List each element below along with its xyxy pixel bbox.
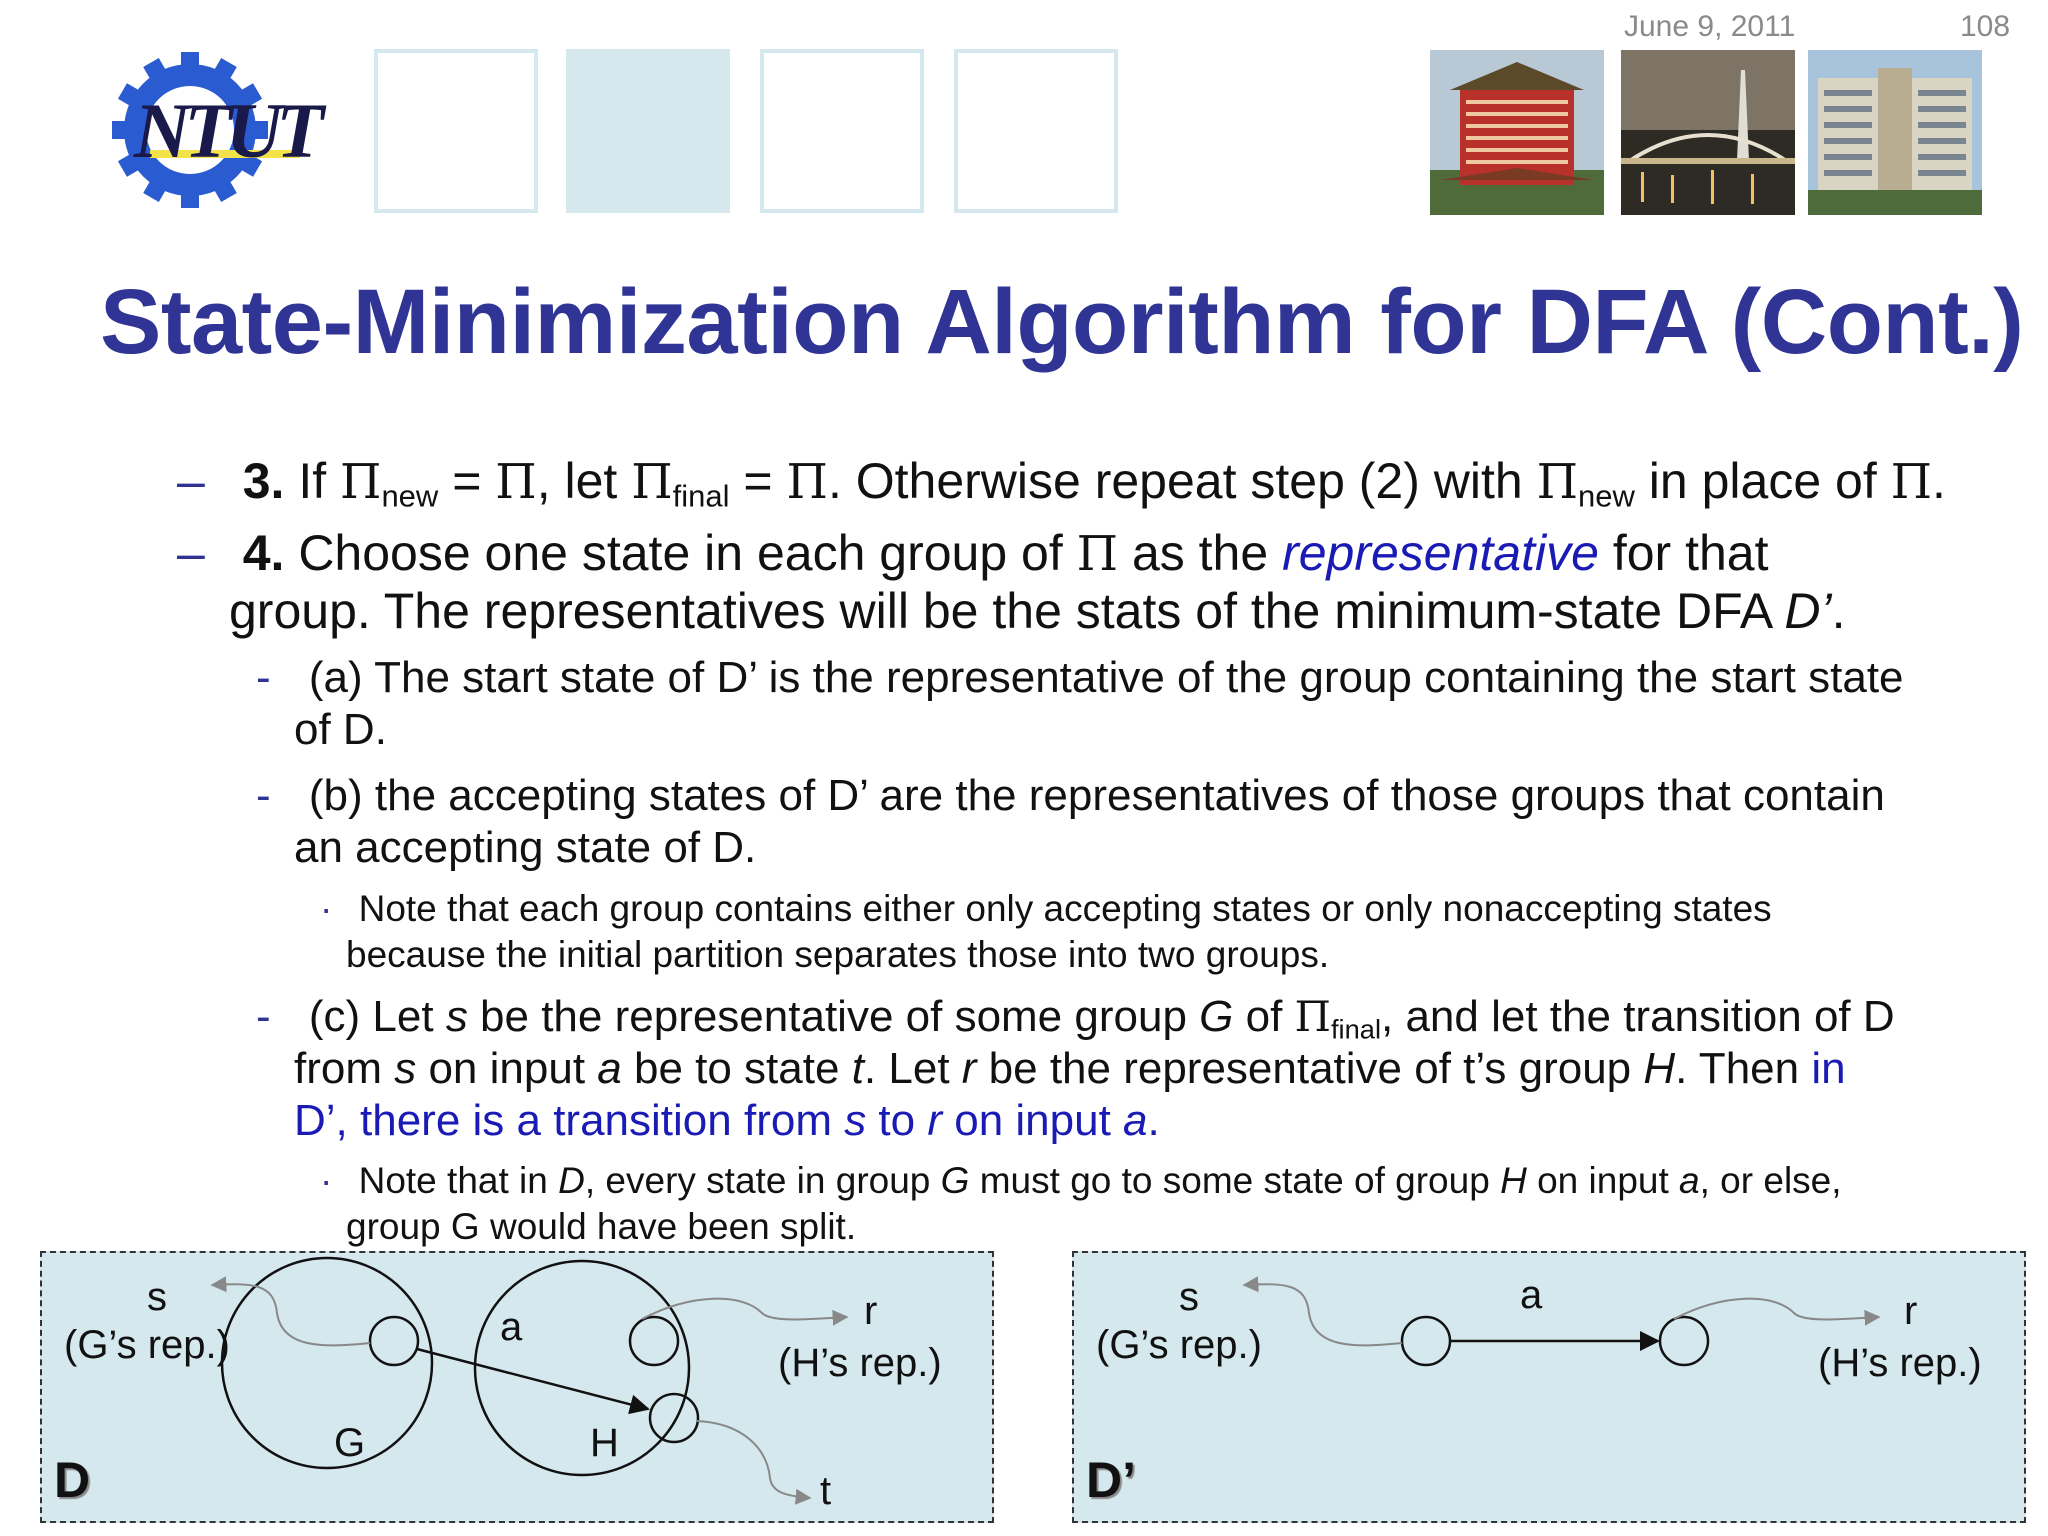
label-t: t [820, 1469, 832, 1513]
slide-title: State-Minimization Algorithm for DFA (Cont.) [100, 271, 2024, 373]
sub-c-highlight: on input [942, 1096, 1124, 1145]
sub-c-line-3 [294, 1096, 1160, 1146]
state-s-node [1402, 1317, 1450, 1365]
diagram-d-panel [40, 1251, 994, 1523]
step3-text: . [1932, 453, 1946, 509]
diagram-dprime-panel [1072, 1251, 2026, 1523]
label-h-rep: (H’s rep.) [778, 1341, 942, 1385]
step4-line-2 [229, 582, 1845, 640]
label-s: s [147, 1275, 167, 1319]
state-t-node [650, 1394, 698, 1442]
var-r: r [927, 1096, 943, 1145]
sub-c-highlight: D’, there is a transition from [294, 1096, 845, 1145]
sub-c-highlight: to [866, 1096, 928, 1145]
var-a: a [1123, 1096, 1148, 1145]
note2-line-2: group G would have been split. [346, 1206, 857, 1247]
step3-number: 3. [242, 453, 285, 509]
sub-c-text: be the representative of some group [467, 992, 1200, 1041]
var-G: G [1199, 992, 1234, 1041]
slide-date: June 9, 2011 [1624, 10, 1796, 43]
step3-bullet: – [177, 453, 205, 509]
sub-c-highlight: . [1147, 1096, 1160, 1145]
campus-building-photo [1808, 50, 1982, 215]
sub-c-line-1 [256, 992, 1895, 1045]
sub-c-text: be the representative of t’s group [976, 1044, 1644, 1093]
step3-text: in place of [1634, 453, 1891, 509]
s-pointer-arrow [212, 1284, 370, 1345]
note2-text: , every state in group [584, 1160, 941, 1201]
var-a: a [597, 1044, 622, 1093]
sub-a-line-1 [256, 653, 1904, 703]
sub-c-bullet: - [256, 992, 271, 1041]
label-a: a [1520, 1273, 1543, 1317]
step3-text: = [729, 453, 787, 509]
sub-c-text: (c) Let [308, 992, 446, 1041]
state-r-node [1660, 1317, 1708, 1365]
step4-line-1 [177, 524, 1768, 582]
step4-text: . [1831, 583, 1846, 639]
step3-text: . Otherwise repeat step (2) with [827, 453, 1537, 509]
sub-a-text: (a) The start state of D’ is the representative of the group containing the start state [308, 653, 1904, 702]
var-H: H [1643, 1044, 1676, 1093]
step4-bullet: – [177, 525, 205, 581]
sub-c-text: of [1233, 992, 1295, 1041]
label-group-h: H [590, 1421, 619, 1465]
var-a: a [1679, 1160, 1700, 1201]
note2-text: , or else, [1699, 1160, 1842, 1201]
r-pointer-arrow [1674, 1299, 1879, 1320]
sub-c-highlight: in [1811, 1044, 1846, 1093]
label-r: r [864, 1289, 878, 1333]
var-r: r [961, 1044, 977, 1093]
header-box-4 [954, 49, 1118, 213]
group-h-circle [475, 1261, 689, 1475]
var-H: H [1500, 1160, 1527, 1201]
state-r-node [630, 1317, 678, 1365]
diagram-d-graphics [42, 1253, 992, 1521]
header-box-1 [374, 49, 538, 213]
bridge-night-photo [1621, 50, 1795, 215]
label-g-rep: (G’s rep.) [64, 1323, 230, 1367]
note1-bullet: · [320, 888, 333, 929]
label-s: s [1179, 1275, 1199, 1319]
step4-text: Choose one state in each group of [284, 525, 1077, 581]
pi-symbol: Π [631, 455, 673, 510]
var-G: G [940, 1160, 970, 1201]
sub-c-text: from [294, 1044, 395, 1093]
sub-c-text: on input [416, 1044, 598, 1093]
label-g-rep: (G’s rep.) [1096, 1323, 1262, 1367]
var-s: s [445, 992, 468, 1041]
var-D: D [558, 1160, 585, 1201]
sub-b-text: (b) the accepting states of D’ are the representatives of those groups that contain [308, 771, 1885, 820]
note2-line-1 [320, 1160, 1842, 1202]
pi-subscript: final [1330, 1013, 1382, 1045]
representative-term: representative [1282, 525, 1599, 581]
dfa-dprime: D’ [1784, 583, 1832, 639]
header-box-3 [760, 49, 924, 213]
diagram-dprime-graphics [1074, 1253, 2024, 1521]
t-pointer-arrow [697, 1421, 810, 1498]
step4-text: as the [1118, 525, 1283, 581]
sub-c-line-2 [294, 1044, 1846, 1094]
sub-c-text: . Let [863, 1044, 962, 1093]
pi-symbol: Π [786, 455, 828, 510]
label-h-rep: (H’s rep.) [1818, 1341, 1982, 1385]
note2-text: on input [1526, 1160, 1680, 1201]
step3-text: , let [536, 453, 632, 509]
sub-b-line-2: an accepting state of D. [294, 823, 757, 872]
sub-c-text: . Then [1675, 1044, 1812, 1093]
label-group-g: G [334, 1421, 366, 1465]
pi-subscript: final [672, 478, 730, 514]
s-pointer-arrow [1244, 1284, 1402, 1345]
transition-a-arrow [417, 1349, 648, 1409]
label-r: r [1904, 1289, 1918, 1333]
note1-line-2: because the initial partition separates those into two groups. [346, 934, 1330, 975]
sub-a-bullet: - [256, 653, 271, 702]
panel-label-dprime: D’ [1086, 1452, 1136, 1508]
header-box-2 [566, 49, 730, 213]
sub-c-text: be to state [621, 1044, 852, 1093]
slide-page-number: 108 [1960, 10, 2011, 43]
sub-b-line-1 [256, 771, 1885, 821]
step3-text: If [284, 453, 340, 509]
sub-c-text: , and let the transition of D [1381, 992, 1895, 1041]
note1-text: Note that each group contains either only accepting states or only nonaccepting states [358, 888, 1772, 929]
var-t: t [851, 1044, 864, 1093]
grand-hotel-photo [1430, 50, 1604, 215]
pi-symbol: Π [1076, 527, 1119, 582]
note2-text: must go to some state of group [969, 1160, 1501, 1201]
sub-a-line-2: of D. [294, 705, 387, 754]
pi-symbol: Π [1890, 455, 1933, 510]
pi-subscript: new [381, 478, 439, 514]
pi-symbol: Π [1536, 455, 1579, 510]
step4-number: 4. [242, 525, 285, 581]
var-s: s [844, 1096, 867, 1145]
pi-symbol: Π [1294, 992, 1331, 1041]
pi-subscript: new [1578, 478, 1635, 514]
ntut-logo [110, 50, 340, 210]
sub-b-bullet: - [256, 771, 271, 820]
pi-symbol: Π [340, 455, 382, 510]
state-s-node [370, 1317, 418, 1365]
label-a: a [500, 1305, 523, 1349]
note1-line-1 [320, 888, 1772, 930]
panel-label-d: D [54, 1452, 91, 1508]
pi-symbol: Π [495, 455, 537, 510]
note2-text: Note that in [358, 1160, 559, 1201]
step4-text: for that [1598, 525, 1769, 581]
note2-bullet: · [320, 1160, 333, 1201]
step4-text: group. The representatives will be the stats of the minimum-state DFA [229, 583, 1785, 639]
var-s: s [394, 1044, 417, 1093]
logo-text: NTUT [134, 87, 318, 174]
step3-text: = [438, 453, 496, 509]
step3-line [177, 452, 1946, 514]
